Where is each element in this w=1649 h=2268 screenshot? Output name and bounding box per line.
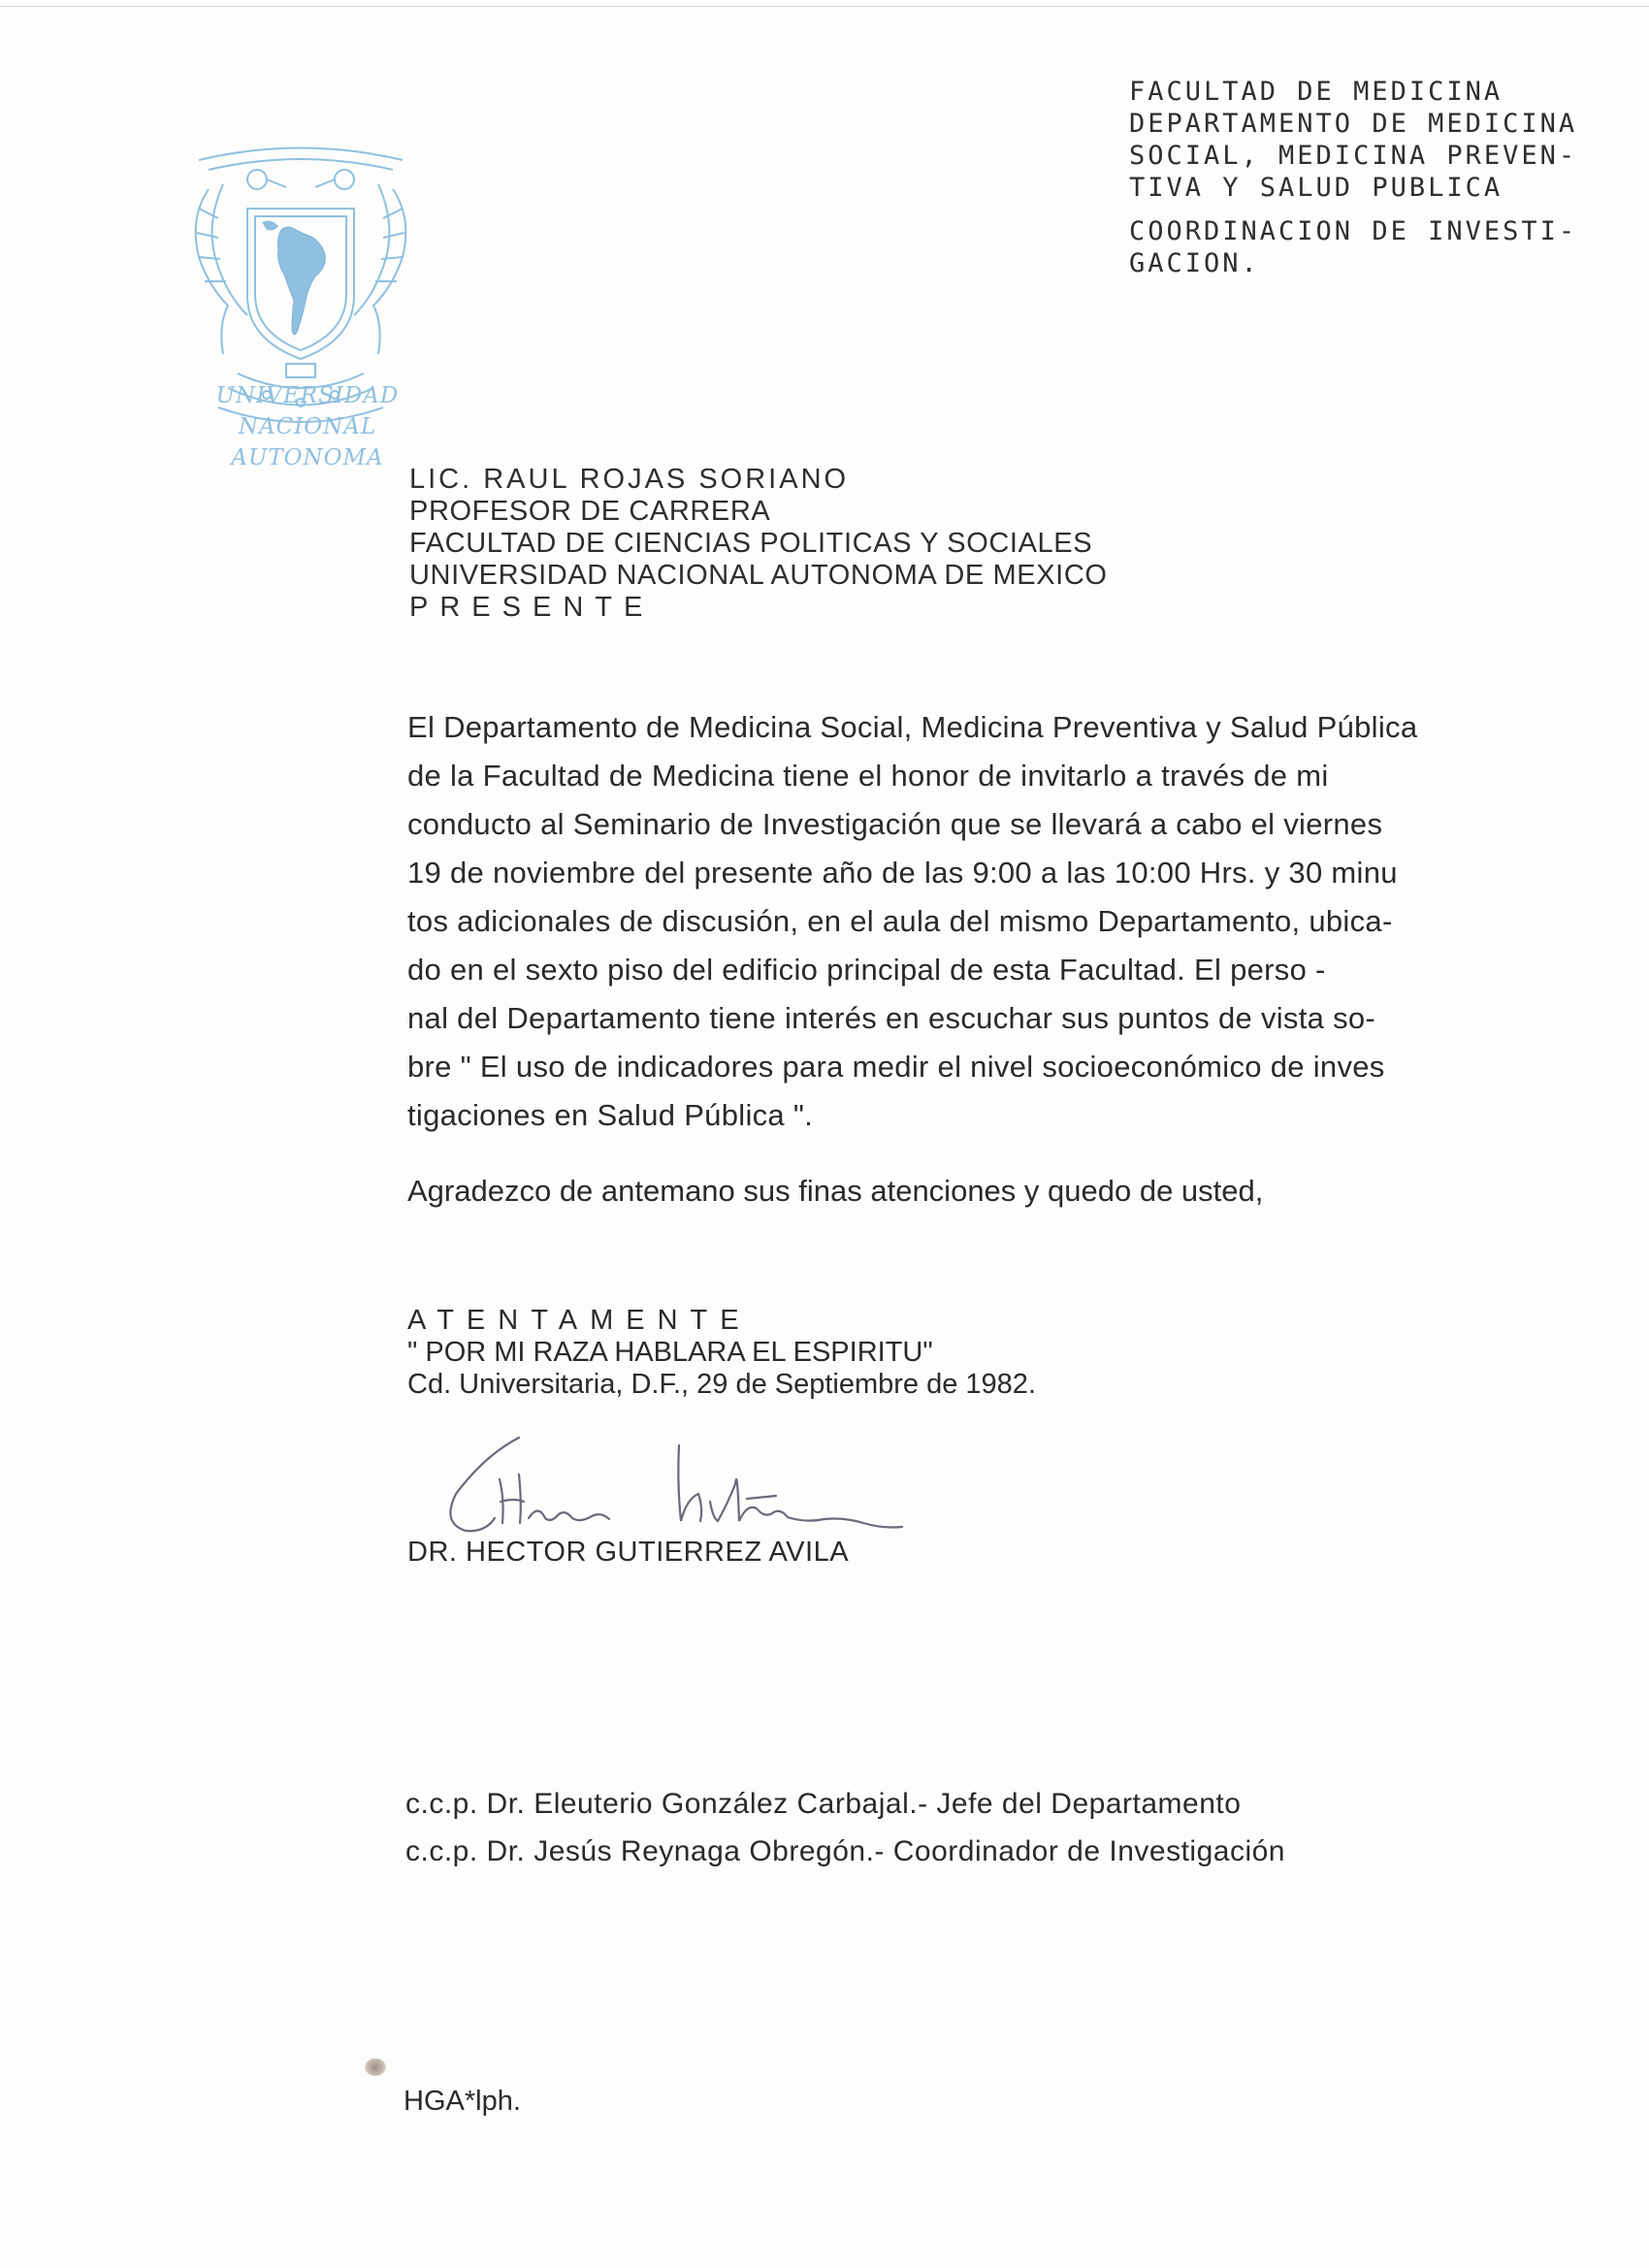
- recipient-title: PROFESOR DE CARRERA: [409, 496, 771, 527]
- carbon-copy-list: [405, 1780, 1521, 1875]
- header-line: DEPARTAMENTO DE MEDICINA: [1129, 109, 1578, 139]
- seal-caption-line: UNIVERSIDAD NACIONAL: [215, 383, 400, 439]
- signature-block: [407, 1305, 1377, 1401]
- body-line: nal del Departamento tiene interés en escuchar sus puntos de vista so-: [407, 1001, 1376, 1035]
- body-line: tigaciones en Salud Pública ".: [407, 1098, 814, 1132]
- typist-initials: HGA*lph.: [404, 2086, 521, 2117]
- handwritten-signature: [427, 1426, 931, 1552]
- ccp-line: c.c.p. Dr. Jesús Reynaga Obregón.- Coordinador de Investigación: [405, 1835, 1285, 1867]
- place-date: Cd. Universitaria, D.F., 29 de Septiembre de 1982.: [407, 1369, 1036, 1400]
- recipient-address: [409, 464, 1282, 624]
- body-line: El Departamento de Medicina Social, Medicina Preventiva y Salud Pública: [407, 710, 1418, 744]
- scan-edge-line: [0, 6, 1649, 7]
- closing-line: Agradezco de antemano sus finas atenciones y quedo de usted,: [407, 1174, 1264, 1208]
- department-header: [1129, 76, 1614, 279]
- body-line: do en el sexto piso del edificio principal de esta Facultad. El perso -: [407, 953, 1326, 987]
- recipient-presente: PRESENTE: [409, 592, 655, 623]
- recipient-faculty: FACULTAD DE CIENCIAS POLITICAS Y SOCIALES: [409, 528, 1093, 559]
- coordination-line: COORDINACION DE INVESTI-: [1129, 216, 1578, 246]
- header-line: SOCIAL, MEDICINA PREVEN-: [1129, 141, 1578, 171]
- recipient-name: LIC. RAUL ROJAS SORIANO: [409, 464, 850, 495]
- letter-body: [407, 703, 1562, 1140]
- seal-caption-line: AUTONOMA: [231, 445, 384, 470]
- seal-caption: [167, 380, 448, 473]
- recipient-university: UNIVERSIDAD NACIONAL AUTONOMA DE MEXICO: [409, 560, 1108, 591]
- header-line: FACULTAD DE MEDICINA: [1129, 77, 1504, 107]
- body-line: 19 de noviembre del presente año de las 9:00 a las 10:00 Hrs. y 30 minu: [407, 856, 1398, 890]
- body-line: de la Facultad de Medicina tiene el honor de invitarlo a través de mi: [407, 759, 1329, 793]
- body-line: bre " El uso de indicadores para medir el nivel socioeconómico de inves: [407, 1050, 1385, 1084]
- signer-name: DR. HECTOR GUTIERREZ AVILA: [407, 1537, 850, 1568]
- header-line: TIVA Y SALUD PUBLICA: [1129, 173, 1504, 203]
- ccp-line: c.c.p. Dr. Eleuterio González Carbajal.- Jefe del Departamento: [405, 1788, 1242, 1820]
- atentamente: ATENTAMENTE: [407, 1305, 752, 1336]
- coordination-line: GACION.: [1129, 248, 1260, 278]
- body-line: conducto al Seminario de Investigación que se llevará a cabo el viernes: [407, 807, 1383, 841]
- smudge-mark: [365, 2058, 386, 2076]
- body-line: tos adicionales de discusión, en el aula del mismo Departamento, ubica-: [407, 904, 1393, 938]
- motto: " POR MI RAZA HABLARA EL ESPIRITU": [407, 1337, 933, 1368]
